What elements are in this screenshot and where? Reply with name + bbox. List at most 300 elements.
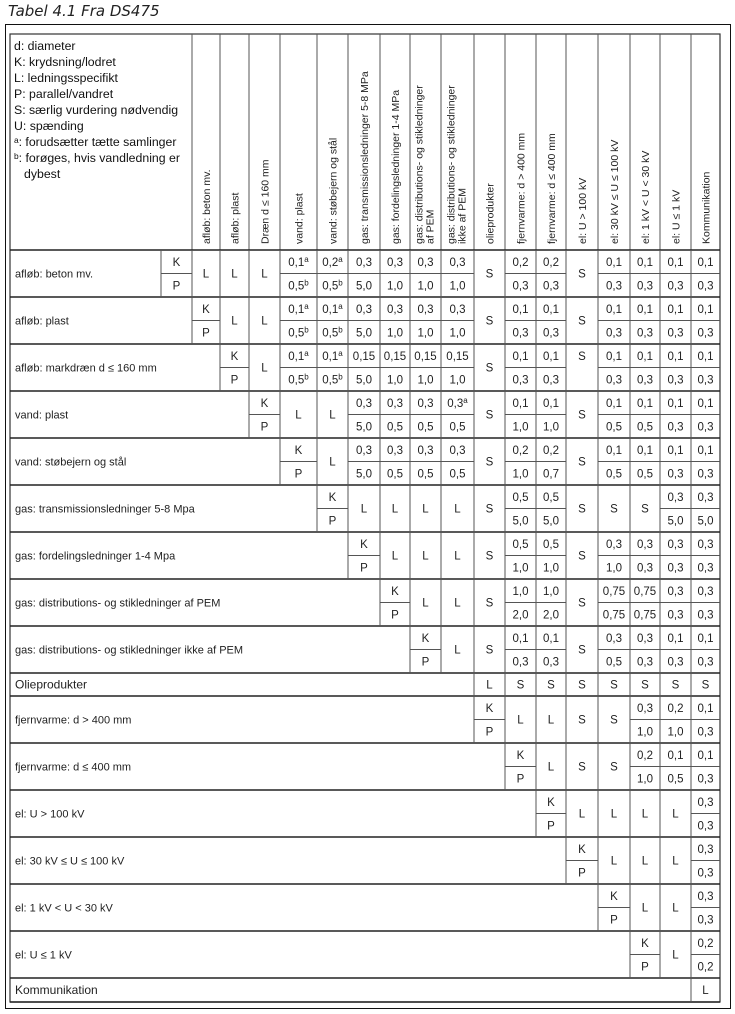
cell-value-p: 5,0 bbox=[512, 515, 529, 528]
cell-value-k: 0,3 bbox=[606, 632, 622, 645]
cell-value: S bbox=[485, 550, 494, 563]
legend-item: ᵃ: forudsætter tætte samlinger bbox=[14, 135, 177, 149]
cell-value: L bbox=[517, 714, 524, 727]
cell-value: L bbox=[231, 315, 238, 328]
cell-value: L bbox=[547, 714, 555, 727]
cell-value-k: 0,1 bbox=[697, 350, 714, 363]
cell-value-p: 0,3 bbox=[667, 280, 684, 293]
column-header: el: U > 100 kV bbox=[577, 177, 589, 244]
column-header: Dræn d ≤ 160 mm bbox=[259, 159, 272, 244]
legend-item: U: spænding bbox=[14, 119, 84, 133]
cell-value-k: 0,3 bbox=[697, 843, 714, 856]
cell-value-p: 5,0 bbox=[356, 421, 372, 434]
column-header: gas: distributions- og stikledninger bbox=[413, 85, 426, 244]
cell-value-p: 0,3 bbox=[512, 374, 529, 387]
cell-value-p: 0,3 bbox=[606, 280, 622, 293]
cell-value-p: 0,2 bbox=[697, 961, 714, 974]
cell-value-p: 1,0 bbox=[606, 562, 622, 575]
cell-value: L bbox=[547, 761, 555, 774]
cell-value-p: 0,3 bbox=[667, 562, 684, 575]
cell-value-p: 5,0 bbox=[697, 515, 714, 528]
row-label: gas: fordelingsledninger 1-4 Mpa bbox=[15, 550, 176, 563]
cell-value: S bbox=[578, 679, 586, 692]
cell-value: L bbox=[454, 597, 461, 610]
cell-value: L bbox=[610, 855, 618, 868]
column-header: el: 30 kV ≤ U ≤ 100 kV bbox=[609, 139, 621, 244]
cell-value-k: 0,1$^a$ bbox=[288, 348, 309, 363]
cell-value: S bbox=[485, 362, 494, 375]
k-label: K bbox=[485, 702, 494, 715]
cell-value-p: 0,3 bbox=[697, 468, 714, 481]
column-header: gas: fordelingsledninger 1-4 MPa bbox=[390, 89, 402, 244]
cell-value: S bbox=[578, 550, 586, 563]
cell-value: S bbox=[547, 679, 555, 692]
cell-value: L bbox=[329, 409, 336, 422]
cell-value-k: 0,3 bbox=[697, 585, 714, 598]
cell-value-k: 0,3 bbox=[417, 303, 434, 316]
cell-value-k: 0,3 bbox=[387, 397, 403, 410]
cell-value-k: 0,3 bbox=[449, 444, 466, 457]
cell-value-k: 0,2 bbox=[543, 256, 559, 269]
cell-value: L bbox=[391, 550, 399, 563]
k-label: K bbox=[641, 937, 649, 950]
k-label: K bbox=[578, 843, 586, 856]
cell-value-k: 0,3 bbox=[637, 538, 653, 551]
cell-value-p: 0,5 bbox=[606, 656, 622, 669]
cell-value: L bbox=[391, 503, 399, 516]
cell-value-p: 0,5 bbox=[637, 421, 653, 434]
cell-value-k: 0,1 bbox=[637, 350, 653, 363]
p-label: P bbox=[172, 280, 181, 293]
cell-value-p: 1,0 bbox=[387, 280, 403, 293]
column-header: af PEM bbox=[424, 209, 437, 244]
cell-value-p: 0,5 bbox=[606, 468, 622, 481]
table-caption: Tabel 4.1 Fra DS475 bbox=[8, 2, 160, 20]
cell-value-k: 0,3 bbox=[417, 397, 434, 410]
cell-value-k: 0,3 bbox=[417, 444, 434, 457]
cell-value-k: 0,3 bbox=[697, 890, 714, 903]
p-label: P bbox=[578, 867, 586, 880]
cell-value-p: 0,5$^b$ bbox=[322, 278, 343, 293]
row-label: afløb: beton mv. bbox=[15, 268, 94, 281]
k-label: K bbox=[610, 890, 618, 903]
cell-value-p: 0,3 bbox=[606, 327, 622, 340]
cell-value-k: 0,1 bbox=[637, 303, 653, 316]
cell-value-p: 0,3 bbox=[637, 280, 653, 293]
cell-value-p: 0,3 bbox=[512, 327, 529, 340]
cell-value-k: 0,3 bbox=[667, 538, 684, 551]
cell-value: L bbox=[422, 597, 429, 610]
k-label: K bbox=[294, 444, 303, 457]
cell-value-p: 5,0 bbox=[356, 280, 372, 293]
cell-value-p: 0,5$^b$ bbox=[322, 372, 343, 387]
k-label: K bbox=[260, 397, 269, 410]
k-label: K bbox=[328, 491, 337, 504]
cell-value: S bbox=[578, 761, 586, 774]
cell-value-p: 1,0 bbox=[512, 468, 529, 481]
cell-value-k: 0,2 bbox=[512, 444, 529, 457]
cell-value: S bbox=[578, 714, 586, 727]
cell-value: S bbox=[578, 456, 586, 469]
cell-value-p: 0,75 bbox=[633, 609, 657, 622]
p-label: P bbox=[485, 726, 494, 739]
cell-value-p: 0,5$^b$ bbox=[322, 325, 343, 340]
p-label: P bbox=[294, 468, 303, 481]
cell-value-k: 0,1 bbox=[606, 303, 622, 316]
row-label: vand: støbejern og stål bbox=[15, 456, 127, 469]
cell-value-k: 0,1 bbox=[667, 303, 684, 316]
cell-value-p: 1,0 bbox=[637, 726, 653, 739]
cell-value: S bbox=[485, 597, 494, 610]
k-label: K bbox=[202, 303, 210, 316]
cell-value: L bbox=[454, 644, 461, 657]
cell-value-k: 0,1 bbox=[543, 303, 559, 316]
cell-value-k: 0,2 bbox=[697, 937, 714, 950]
cell-value-k: 0,1 bbox=[697, 444, 714, 457]
cell-value-k: 0,1 bbox=[606, 256, 622, 269]
cell-value-k: 0,5 bbox=[512, 491, 529, 504]
cell-value-k: 0,3$^a$ bbox=[447, 395, 468, 410]
cell-value-k: 0,5 bbox=[512, 538, 529, 551]
cell-value-k: 0,1 bbox=[667, 350, 684, 363]
cell-value: L bbox=[422, 550, 429, 563]
cell-value: S bbox=[485, 409, 494, 422]
p-label: P bbox=[421, 656, 430, 669]
cell-value-k: 0,15 bbox=[414, 350, 437, 363]
cell-value: L bbox=[454, 503, 461, 516]
cell-value-k: 0,3 bbox=[697, 796, 714, 809]
cell-value-p: 1,0 bbox=[417, 374, 434, 387]
cell-value-k: 0,1 bbox=[512, 303, 529, 316]
cell-value-k: 0,3 bbox=[387, 444, 403, 457]
cell-value-p: 1,0 bbox=[637, 773, 653, 786]
row-label: gas: distributions- og stikledninger ikke af PEM bbox=[15, 644, 244, 657]
row-label: fjernvarme: d > 400 mm bbox=[15, 714, 132, 727]
cell-value-p: 0,5 bbox=[606, 421, 622, 434]
cell-value-k: 0,1 bbox=[697, 397, 714, 410]
cell-value-p: 0,7 bbox=[543, 468, 559, 481]
cell-value-k: 0,3 bbox=[417, 256, 434, 269]
cell-value-k: 0,15 bbox=[383, 350, 407, 363]
column-header: Kommunikation bbox=[700, 171, 713, 244]
cell-value-p: 0,3 bbox=[637, 374, 653, 387]
cell-value-p: 0,5 bbox=[449, 468, 466, 481]
legend-item: S: særlig vurdering nødvendig bbox=[14, 103, 179, 117]
cell-value-k: 0,1 bbox=[697, 303, 714, 316]
cell-value-p: 0,3 bbox=[667, 327, 684, 340]
cell-value-p: 5,0 bbox=[543, 515, 559, 528]
cell-value-k: 0,75 bbox=[602, 585, 626, 598]
cell-value: S bbox=[701, 679, 710, 692]
cell-value-p: 1,0 bbox=[417, 327, 434, 340]
cell-value-p: 0,3 bbox=[697, 280, 714, 293]
cell-value-k: 0,3 bbox=[667, 491, 684, 504]
cell-value-k: 0,2 bbox=[637, 749, 653, 762]
p-label: P bbox=[202, 327, 210, 340]
cell-value-k: 0,1 bbox=[637, 444, 653, 457]
row-label: Kommunikation bbox=[15, 983, 98, 997]
k-label: K bbox=[516, 749, 525, 762]
cell-value: L bbox=[672, 949, 679, 962]
legend-item: P: parallel/vandret bbox=[14, 87, 114, 101]
cell-value: S bbox=[485, 456, 494, 469]
cell-value: L bbox=[454, 550, 461, 563]
cell-value: S bbox=[578, 644, 586, 657]
cell-value-p: 0,3 bbox=[697, 421, 714, 434]
k-label: K bbox=[421, 632, 430, 645]
cell-value-p: 0,5 bbox=[417, 468, 434, 481]
cell-value-p: 0,3 bbox=[697, 374, 714, 387]
cell-value: L bbox=[360, 503, 368, 516]
k-label: K bbox=[547, 796, 555, 809]
cell-value-k: 0,1$^a$ bbox=[288, 301, 309, 316]
cell-value: L bbox=[641, 808, 649, 821]
cell-value-p: 0,5$^b$ bbox=[288, 278, 309, 293]
row-label: gas: distributions- og stikledninger af PEM bbox=[15, 597, 221, 610]
p-label: P bbox=[641, 961, 649, 974]
cell-value-p: 1,0 bbox=[512, 562, 529, 575]
cell-value-k: 1,0 bbox=[543, 585, 559, 598]
cell-value-k: 0,15 bbox=[446, 350, 469, 363]
cell-value-p: 0,3 bbox=[543, 374, 559, 387]
cell-value-p: 2,0 bbox=[543, 609, 559, 622]
row-label: el: 30 kV ≤ U ≤ 100 kV bbox=[15, 855, 125, 868]
cell-value: S bbox=[671, 679, 680, 692]
cell-value-k: 0,1 bbox=[667, 444, 684, 457]
cell-value-k: S bbox=[578, 350, 586, 363]
cell-value-p: 0,3 bbox=[697, 327, 714, 340]
cell-value: S bbox=[578, 315, 586, 328]
column-header: ikke af PEM bbox=[456, 187, 469, 244]
cell-value-k: 0,2 bbox=[512, 256, 529, 269]
cell-value: S bbox=[578, 268, 586, 281]
cell-value-p: 0,3 bbox=[667, 468, 684, 481]
cell-value: L bbox=[486, 679, 493, 692]
column-header: el: U ≤ 1 kV bbox=[670, 189, 683, 244]
cell-value-p: 1,0 bbox=[543, 421, 559, 434]
column-header: vand: støbejern og stål bbox=[327, 137, 340, 244]
cell-value-p: 1,0 bbox=[512, 421, 529, 434]
p-label: P bbox=[610, 914, 618, 927]
cell-value-k: 0,1 bbox=[667, 256, 684, 269]
cell-value: S bbox=[578, 503, 586, 516]
cell-value-k: 0,1 bbox=[512, 397, 529, 410]
cell-value-p: 0,3 bbox=[697, 726, 714, 739]
cell-value-p: 0,3 bbox=[637, 562, 653, 575]
cell-value-p: 5,0 bbox=[356, 327, 372, 340]
cell-value-p: 0,3 bbox=[667, 656, 684, 669]
cell-value-p: 0,3 bbox=[697, 773, 714, 786]
cell-value-k: 0,1$^a$ bbox=[322, 348, 343, 363]
cell-value-p: 5,0 bbox=[356, 374, 372, 387]
cell-value: S bbox=[485, 268, 494, 281]
cell-value-k: 0,1 bbox=[606, 397, 622, 410]
cell-value-k: 0,3 bbox=[697, 491, 714, 504]
cell-value-k: 0,1 bbox=[606, 444, 622, 457]
p-label: P bbox=[260, 421, 269, 434]
cell-value-p: 0,3 bbox=[512, 656, 529, 669]
cell-value: L bbox=[295, 409, 302, 422]
cell-value-k: 0,5 bbox=[543, 538, 559, 551]
cell-value-k: 0,1 bbox=[697, 702, 714, 715]
p-label: P bbox=[516, 773, 525, 786]
cell-value-p: 0,3 bbox=[667, 421, 684, 434]
cell-value-p: 0,5 bbox=[387, 468, 403, 481]
cell-value-p: 0,3 bbox=[697, 914, 714, 927]
cell-value: S bbox=[485, 315, 494, 328]
row-label: fjernvarme: d ≤ 400 mm bbox=[15, 761, 132, 774]
cell-value-p: 1,0 bbox=[543, 562, 559, 575]
row-label: Olieprodukter bbox=[15, 677, 88, 692]
cell-value-p: 0,5$^b$ bbox=[288, 372, 309, 387]
cell-value: L bbox=[641, 902, 649, 915]
cell-value-p: 2,0 bbox=[512, 609, 529, 622]
cell-value-p: 0,5 bbox=[449, 421, 466, 434]
cell-value: S bbox=[485, 503, 494, 516]
cell-value: L bbox=[672, 808, 679, 821]
cell-value-k: 0,3 bbox=[356, 256, 372, 269]
cell-value-k: 0,1 bbox=[667, 749, 684, 762]
row-label: el: U ≤ 1 kV bbox=[15, 949, 72, 962]
cell-value-k: 1,0 bbox=[512, 585, 529, 598]
row-label: afløb: markdræn d ≤ 160 mm bbox=[15, 362, 157, 375]
cell-value: S bbox=[641, 679, 649, 692]
cell-value-k: 0,3 bbox=[356, 303, 372, 316]
cell-value-k: 0,2 bbox=[667, 702, 684, 715]
cell-value-p: 0,5 bbox=[387, 421, 403, 434]
cell-value: L bbox=[231, 268, 238, 281]
cell-value-p: 0,5 bbox=[667, 773, 684, 786]
column-header: afløb: plast bbox=[229, 192, 242, 244]
legend-item: dybest bbox=[24, 167, 61, 181]
cell-value-k: 0,1 bbox=[606, 350, 622, 363]
cell-value: S bbox=[610, 679, 618, 692]
cell-value-p: 0,3 bbox=[697, 562, 714, 575]
cell-value: L bbox=[641, 855, 649, 868]
row-label: gas: transmissionsledninger 5-8 Mpa bbox=[15, 503, 195, 516]
k-label: K bbox=[391, 585, 399, 598]
cell-value-p: 5,0 bbox=[356, 468, 372, 481]
cell-value-k: 0,1 bbox=[697, 256, 714, 269]
cell-value: S bbox=[578, 409, 586, 422]
legend-item: d: diameter bbox=[14, 39, 76, 53]
p-label: P bbox=[230, 374, 239, 387]
cell-value-k: 0,1 bbox=[667, 397, 684, 410]
cell-value-k: 0,1 bbox=[697, 749, 714, 762]
cell-value-p: 0,3 bbox=[697, 867, 714, 880]
cell-value-k: 0,15 bbox=[352, 350, 376, 363]
cell-value-p: 0,3 bbox=[697, 609, 714, 622]
cell-value: L bbox=[672, 855, 679, 868]
cell-value: L bbox=[672, 902, 679, 915]
cell-value: S bbox=[516, 679, 525, 692]
cell-value: S bbox=[578, 597, 586, 610]
cell-value-k: 0,3 bbox=[387, 256, 403, 269]
cell-value-k: 0,3 bbox=[356, 444, 372, 457]
cell-value-p: 0,3 bbox=[543, 656, 559, 669]
cell-value-k: 0,3 bbox=[356, 397, 372, 410]
cell-value: S bbox=[610, 761, 618, 774]
cell-value: L bbox=[610, 808, 618, 821]
cell-value: L bbox=[702, 985, 709, 997]
column-header: fjernvarme: d ≤ 400 mm bbox=[546, 133, 558, 244]
cell-value-p: 0,75 bbox=[602, 609, 626, 622]
cell-value-k: 0,1 bbox=[637, 397, 653, 410]
cell-value-k: 0,3 bbox=[387, 303, 403, 316]
p-label: P bbox=[547, 820, 555, 833]
cell-value-p: 0,5 bbox=[417, 421, 434, 434]
cell-value: L bbox=[578, 808, 586, 821]
cell-value-p: 0,3 bbox=[543, 327, 559, 340]
cell-value: L bbox=[261, 315, 268, 328]
p-label: P bbox=[360, 562, 368, 575]
column-header: gas: transmissionsledninger 5-8 MPa bbox=[359, 71, 371, 244]
cell-value-p: 1,0 bbox=[449, 374, 466, 387]
column-header: el: 1 kV < U < 30 kV bbox=[640, 150, 652, 244]
cell-value-k: 0,3 bbox=[637, 702, 653, 715]
cell-value: L bbox=[422, 503, 429, 516]
cell-value-k: 0,3 bbox=[637, 632, 653, 645]
cell-value-p: 0,5$^b$ bbox=[288, 325, 309, 340]
cell-value-k: 0,5 bbox=[543, 491, 559, 504]
cell-value-k: 0,3 bbox=[697, 538, 714, 551]
row-label: vand: plast bbox=[15, 409, 69, 422]
cell-value: S bbox=[641, 503, 649, 516]
cell-value-k: 0,1 bbox=[512, 632, 529, 645]
cell-value-p: 1,0 bbox=[417, 280, 434, 293]
cell-value-k: 0,3 bbox=[606, 538, 622, 551]
cell-value-p: 0,5 bbox=[637, 468, 653, 481]
legend-item: K: krydsning/lodret bbox=[14, 55, 116, 69]
cell-value-p: 0,3 bbox=[606, 374, 622, 387]
cell-value: L bbox=[261, 268, 268, 281]
cell-value-p: 0,3 bbox=[667, 374, 684, 387]
cell-value: L bbox=[329, 456, 336, 469]
column-header: olieprodukter bbox=[484, 183, 497, 244]
column-header: fjernvarme: d > 400 mm bbox=[515, 132, 528, 244]
cell-value-k: 0,3 bbox=[449, 303, 466, 316]
cell-value-k: 0,1 bbox=[512, 350, 529, 363]
cell-value-k: 0,1 bbox=[543, 350, 559, 363]
row-label: afløb: plast bbox=[15, 315, 69, 328]
cell-value-p: 1,0 bbox=[387, 327, 403, 340]
cell-value-k: 0,1 bbox=[543, 397, 559, 410]
cell-value-k: 0,2 bbox=[543, 444, 559, 457]
cell-value-k: 0,1$^a$ bbox=[288, 254, 309, 269]
cell-value-p: 0,3 bbox=[512, 280, 529, 293]
cell-value-p: 5,0 bbox=[667, 515, 684, 528]
p-label: P bbox=[328, 515, 337, 528]
cell-value: S bbox=[610, 714, 618, 727]
cell-value: L bbox=[202, 268, 210, 281]
cell-value-k: 0,1 bbox=[543, 632, 559, 645]
cell-value: S bbox=[610, 503, 618, 516]
cell-value-p: 1,0 bbox=[387, 374, 403, 387]
cell-value-k: 0,75 bbox=[633, 585, 657, 598]
p-label: P bbox=[391, 609, 399, 622]
cell-value-p: 0,3 bbox=[697, 656, 714, 669]
cell-value: S bbox=[485, 644, 494, 657]
k-label: K bbox=[230, 350, 239, 363]
k-label: K bbox=[360, 538, 368, 551]
cell-value-k: 0,3 bbox=[449, 256, 466, 269]
column-header: vand: plast bbox=[293, 193, 306, 244]
legend-item: ᵇ: forøges, hvis vandledning er bbox=[14, 151, 180, 165]
cell-value-k: 0,2$^a$ bbox=[322, 254, 343, 269]
cell-value-p: 0,3 bbox=[667, 609, 684, 622]
cell-value-p: 1,0 bbox=[449, 327, 466, 340]
column-header: gas: distributions- og stikledninger bbox=[445, 85, 458, 244]
